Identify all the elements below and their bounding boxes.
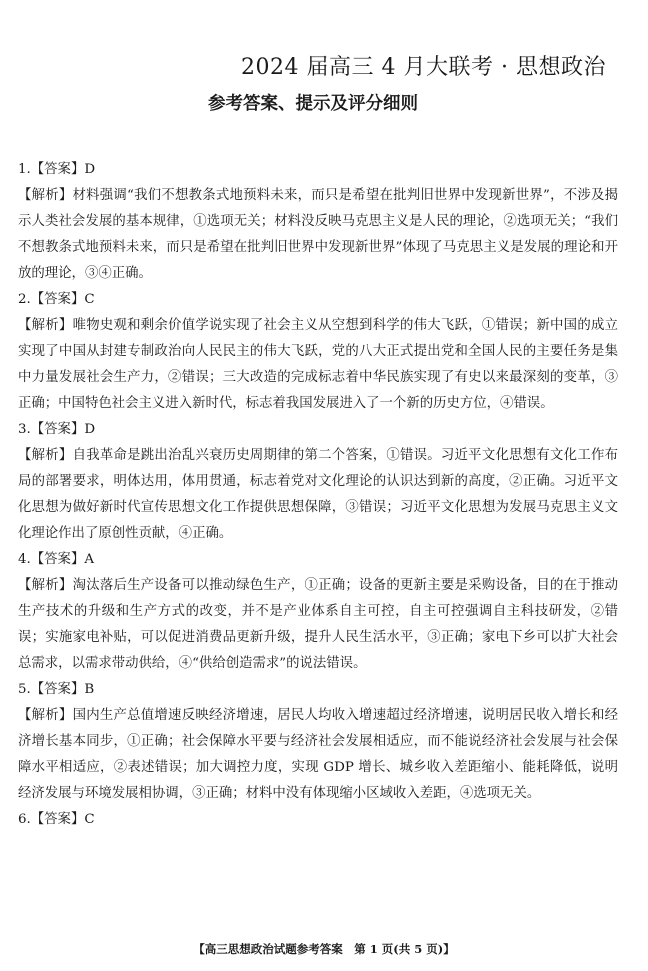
analysis-text: 【解析】淘汰落后生产设备可以推动绿色生产，①正确；设备的更新主要是采购设备，目的在于推动生产技术的升级和生产方式的改变，并不是产业体系自主可控，自主可控强调自主科技研发，②错误；实施家电补贴，可以促进消费品更新升级，提升人民生活水平，③正确；家电下乡可以扩大社会总需求，以需求带动供给，④“供给创造需求”的说法错误。 <box>18 578 618 671</box>
question-number: 4. <box>18 552 31 567</box>
document-subtitle: 参考答案、提示及评分细则 <box>208 94 418 114</box>
answer-label: 【答案】D <box>30 422 96 437</box>
answer-list <box>18 157 618 833</box>
analysis-text: 【解析】唯物史观和剩余价值学说实现了社会主义从空想到科学的伟大飞跃，①错误；新中国的成立实现了中国从封建专制政治向人民民主的伟大飞跃，党的八大正式提出党和全国人民的主要任务是集中力量发展社会生产力，②错误；三大改造的完成标志着中华民族实现了有史以来最深刻的变革，③正确；中国特色社会主义进入新时代，标志着我国发展进入了一个新的历史方位，④错误。 <box>18 318 618 411</box>
answer-label: 【答案】C <box>30 292 95 307</box>
answer-label: 【答案】B <box>30 682 95 697</box>
question-header <box>18 417 618 443</box>
question-header <box>18 287 618 313</box>
question-5 <box>18 677 618 807</box>
question-1 <box>18 157 618 287</box>
page-footer: 【高三思想政治试题参考答案 第 1 页(共 5 页)】 <box>193 942 455 956</box>
question-number: 1. <box>18 162 31 177</box>
question-number: 3. <box>18 422 31 437</box>
document-title: 2024 届高三 4 月大联考 · 思想政治 <box>241 55 606 80</box>
question-number: 2. <box>18 292 31 307</box>
question-header <box>18 547 618 573</box>
question-header <box>18 157 618 183</box>
question-number: 6. <box>18 812 31 827</box>
question-4 <box>18 547 618 677</box>
question-2 <box>18 287 618 417</box>
answer-label: 【答案】D <box>30 162 96 177</box>
question-3 <box>18 417 618 547</box>
question-6 <box>18 807 618 833</box>
analysis-text: 【解析】自我革命是跳出治乱兴衰历史周期律的第二个答案，①错误。习近平文化思想有文化工作布局的部署要求，明体达用，体用贯通，标志着党对文化理论的认识达到新的高度，②正确。习近平文化思想为做好新时代宣传思想文化工作提供思想保障，③错误；习近平文化思想为发展马克思主义文化理论作出了原创性贡献，④正确。 <box>18 448 618 541</box>
question-header <box>18 807 618 833</box>
question-number: 5. <box>18 682 31 697</box>
answer-label: 【答案】A <box>30 552 95 567</box>
question-header <box>18 677 618 703</box>
analysis-text: 【解析】国内生产总值增速反映经济增速，居民人均收入增速超过经济增速，说明居民收入增长和经济增长基本同步，①正确；社会保障水平要与经济社会发展相适应，而不能说经济社会发展与社会保障水平相适应，②表述错误；加大调控力度，实现 GDP 增长、城乡收入差距缩小、能耗降低，说明经济发展与环境发展相协调，③正确；材料中没有体现缩小区域收入差距，④选项无关。 <box>18 708 618 801</box>
answer-label: 【答案】C <box>30 812 95 827</box>
analysis-text: 【解析】材料强调“我们不想教条式地预料未来，而只是希望在批判旧世界中发现新世界”，不涉及揭示人类社会发展的基本规律，①选项无关；材料没反映马克思主义是人民的理论，②选项无关；“我们不想教条式地预料未来，而只是希望在批判旧世界中发现新世界”体现了马克思主义是发展的理论和开放的理论，③④正确。 <box>18 188 618 281</box>
